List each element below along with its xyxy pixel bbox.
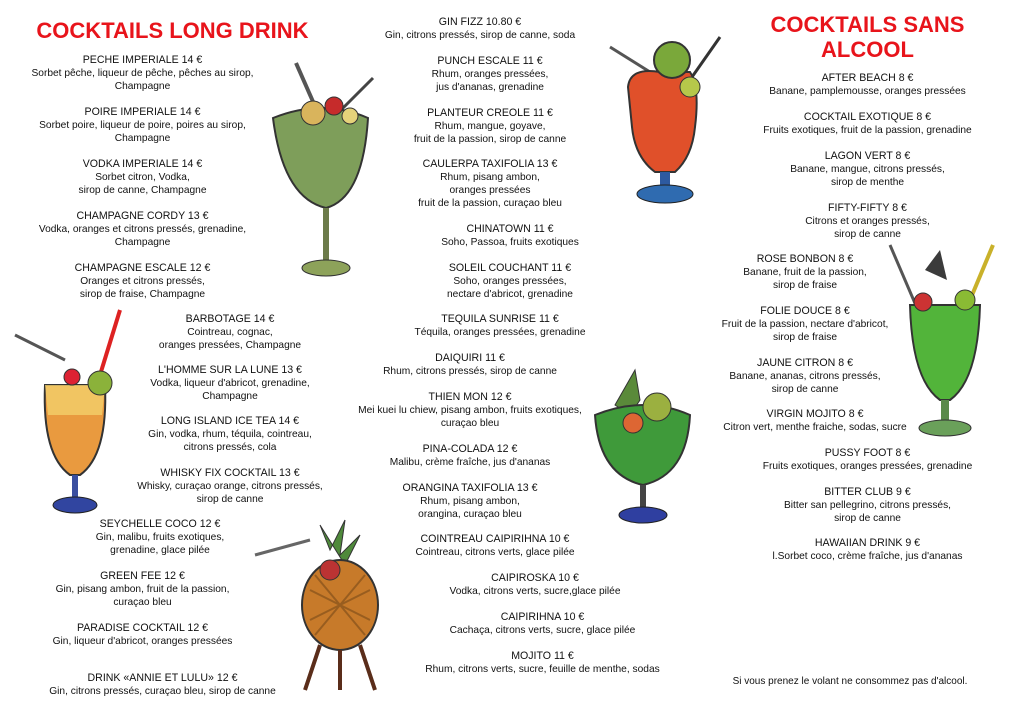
menu-item-desc: Banane, ananas, citrons pressés, sirop de canne: [729, 371, 881, 395]
cocktail-pineapple-icon: [250, 510, 400, 700]
cocktail-glass-green-icon: [268, 58, 378, 283]
menu-item-desc: Sorbet citron, Vodka, sirop de canne, Champagne: [78, 172, 207, 196]
menu-item-name: PECHE IMPERIALE 14 €: [82, 54, 203, 66]
menu-item: [745, 150, 990, 189]
menu-item-desc: Banane, pamplemousse, oranges pressées: [769, 86, 966, 97]
menu-item-desc: Citron vert, menthe fraiche, sodas, sucre: [723, 422, 907, 433]
menu-item-name: VODKA IMPERIALE 14 €: [82, 158, 203, 170]
menu-item-name: AFTER BEACH 8 €: [821, 72, 914, 84]
menu-item-desc: Gin, liqueur d'abricot, oranges pressées: [52, 636, 233, 647]
drive-warning-note: Si vous prenez le volant ne consommez pas d'alcool.: [732, 676, 968, 687]
menu-item: [705, 357, 905, 396]
menu-item-desc: Fruit de la passion, nectare d'abricot, sirop de fraise: [721, 319, 889, 343]
menu-item-desc: Cointreau, citrons verts, glace pilée: [415, 547, 575, 558]
menu-item-name: CAIPIROSKA 10 €: [491, 572, 579, 584]
menu-item-desc: Gin, pisang ambon, fruit de la passion, curaçao bleu: [55, 584, 230, 608]
menu-item-desc: Whisky, curaçao orange, citrons pressés, sirop de canne: [137, 481, 323, 505]
menu-item-name: CAULERPA TAXIFOLIA 13 €: [422, 158, 558, 170]
menu-item-desc: Fruits exotiques, oranges pressées, grenadine: [762, 461, 973, 472]
menu-item-desc: Vodka, oranges et citrons pressés, grenadine, Champagne: [38, 224, 247, 248]
menu-item: [745, 486, 990, 525]
menu-item-desc: Rhum, pisang ambon, orangina, curaçao bleu: [418, 496, 522, 520]
menu-item-desc: Cachaça, citrons verts, sucre, glace pilée: [449, 625, 636, 636]
menu-item-name: CAIPIRIHNA 10 €: [500, 611, 585, 623]
menu-item-desc: Sorbet poire, liqueur de poire, poires au sirop, Champagne: [39, 120, 246, 144]
menu-item-desc: Gin, citrons pressés, curaçao bleu, sirop de canne: [49, 686, 276, 697]
menu-item-desc: Soho, Passoa, fruits exotiques: [441, 237, 579, 248]
menu-item-name: GREEN FEE 12 €: [100, 570, 185, 582]
menu-item-name: FOLIE DOUCE 8 €: [760, 305, 850, 317]
menu-item-name: LAGON VERT 8 €: [824, 150, 911, 162]
cocktail-tall-green-icon: [885, 240, 1000, 440]
cocktail-glass-orange-icon: [10, 305, 130, 520]
menu-item-name: SEYCHELLE COCO 12 €: [99, 518, 221, 530]
menu-item-desc: Vodka, citrons verts, sucre,glace pilée: [449, 586, 621, 597]
menu-item-desc: Téquila, oranges pressées, grenadine: [414, 327, 586, 338]
menu-item-desc: Oranges et citrons pressés, sirop de fraise, Champagne: [79, 276, 206, 300]
menu-item-name: POIRE IMPERIALE 14 €: [84, 106, 201, 118]
menu-item-name: PLANTEUR CREOLE 11 €: [427, 107, 553, 119]
menu-item-name: DRINK «ANNIE ET LULU» 12 €: [87, 672, 238, 684]
menu-item-name: PARADISE COCKTAIL 12 €: [76, 622, 209, 634]
menu-item-desc: Banane, fruit de la passion, sirop de fraise: [743, 267, 867, 291]
menu-item: [745, 72, 990, 98]
menu-item-name: SOLEIL COUCHANT 11 €: [448, 262, 572, 274]
menu-item-name: GIN FIZZ 10.80 €: [438, 16, 522, 28]
long-drink-title: COCKTAILS LONG DRINK: [36, 18, 309, 43]
menu-item-desc: Rhum, pisang ambon, oranges pressées fruit de la passion, curaçao bleu: [418, 172, 562, 209]
menu-item-desc: Rhum, oranges pressées, jus d'ananas, grenadine: [431, 69, 549, 93]
menu-item: [745, 202, 990, 241]
menu-item-name: THIEN MON 12 €: [428, 391, 512, 403]
menu-item-name: CHAMPAGNE CORDY 13 €: [76, 210, 209, 222]
menu-item-desc: Banane, mangue, citrons pressés, sirop de menthe: [790, 164, 945, 188]
menu-item-name: PINA-COLADA 12 €: [422, 443, 518, 455]
menu-item-name: PUNCH ESCALE 11 €: [437, 55, 543, 67]
menu-item-name: CHINATOWN 11 €: [466, 223, 554, 235]
menu-item-name: COINTREAU CAIPIRIHNA 10 €: [420, 533, 570, 545]
menu-item-desc: Soho, oranges pressées, nectare d'abricot, grenadine: [447, 276, 573, 300]
menu-item-name: FIFTY-FIFTY 8 €: [828, 202, 907, 214]
menu-item-desc: Citrons et oranges pressés, sirop de canne: [805, 216, 930, 240]
menu-item: [705, 253, 905, 292]
menu-item: [745, 111, 990, 137]
menu-item: [745, 537, 990, 563]
menu-item-desc: Rhum, citrons pressés, sirop de canne: [383, 366, 557, 377]
cocktail-hurricane-red-icon: [600, 32, 725, 207]
menu-item-desc: Vodka, liqueur d'abricot, grenadine, Champagne: [150, 378, 310, 402]
menu-item-name: BITTER CLUB 9 €: [824, 486, 911, 498]
menu-item: [745, 447, 990, 473]
menu-item-name: LONG ISLAND ICE TEA 14 €: [160, 415, 300, 427]
menu-item-desc: Bitter san pellegrino, citrons pressés, sirop de canne: [783, 500, 952, 524]
menu-item-name: L'HOMME SUR LA LUNE 13 €: [158, 364, 302, 376]
menu-item-desc: Rhum, citrons verts, sucre, feuille de menthe, sodas: [425, 664, 660, 675]
menu-item-name: DAIQUIRI 11 €: [435, 352, 505, 364]
menu-item-name: CHAMPAGNE ESCALE 12 €: [74, 262, 211, 274]
menu-item-desc: Gin, vodka, rhum, téquila, cointreau, citrons pressés, cola: [148, 429, 312, 453]
menu-item-desc: Malibu, crème fraîche, jus d'ananas: [389, 457, 551, 468]
menu-item-desc: Sorbet pêche, liqueur de pêche, pêches au sirop, Champagne: [31, 68, 254, 92]
menu-item-desc: Cointreau, cognac, oranges pressées, Champagne: [158, 327, 302, 351]
sans-alcool-title-line1: COCKTAILS SANS: [770, 12, 965, 37]
menu-item-name: COCKTAIL EXOTIQUE 8 €: [803, 111, 932, 123]
menu-item-name: JAUNE CITRON 8 €: [757, 357, 853, 369]
menu-item-name: HAWAIIAN DRINK 9 €: [814, 537, 921, 549]
menu-item-desc: Mei kuei lu chiew, pisang ambon, fruits exotiques, curaçao bleu: [358, 405, 582, 429]
menu-item-desc: Fruits exotiques, fruit de la passion, grenadine: [763, 125, 972, 136]
menu-item-name: ROSE BONBON 8 €: [756, 253, 854, 265]
menu-item-name: WHISKY FIX COCKTAIL 13 €: [160, 467, 300, 479]
menu-item-desc: Gin, malibu, fruits exotiques, grenadine, glace pilée: [95, 532, 225, 556]
menu-item-name: PUSSY FOOT 8 €: [824, 447, 911, 459]
menu-item-desc: Rhum, mangue, goyave, fruit de la passion, sirop de canne: [413, 121, 567, 145]
menu-item-name: VIRGIN MOJITO 8 €: [766, 408, 864, 420]
menu-item-name: TEQUILA SUNRISE 11 €: [441, 313, 559, 325]
menu-item-name: MOJITO 11 €: [511, 650, 574, 662]
cocktail-glass-green-goblet-icon: [585, 365, 700, 530]
menu-item-desc: Gin, citrons pressés, sirop de canne, soda: [384, 30, 576, 41]
menu-item-desc: l.Sorbet coco, crème fraîche, jus d'ananas: [772, 551, 963, 562]
menu-item-name: ORANGINA TAXIFOLIA 13 €: [402, 482, 538, 494]
menu-item-name: BARBOTAGE 14 €: [185, 313, 275, 325]
sans-alcool-title-line2: ALCOOL: [821, 37, 914, 62]
